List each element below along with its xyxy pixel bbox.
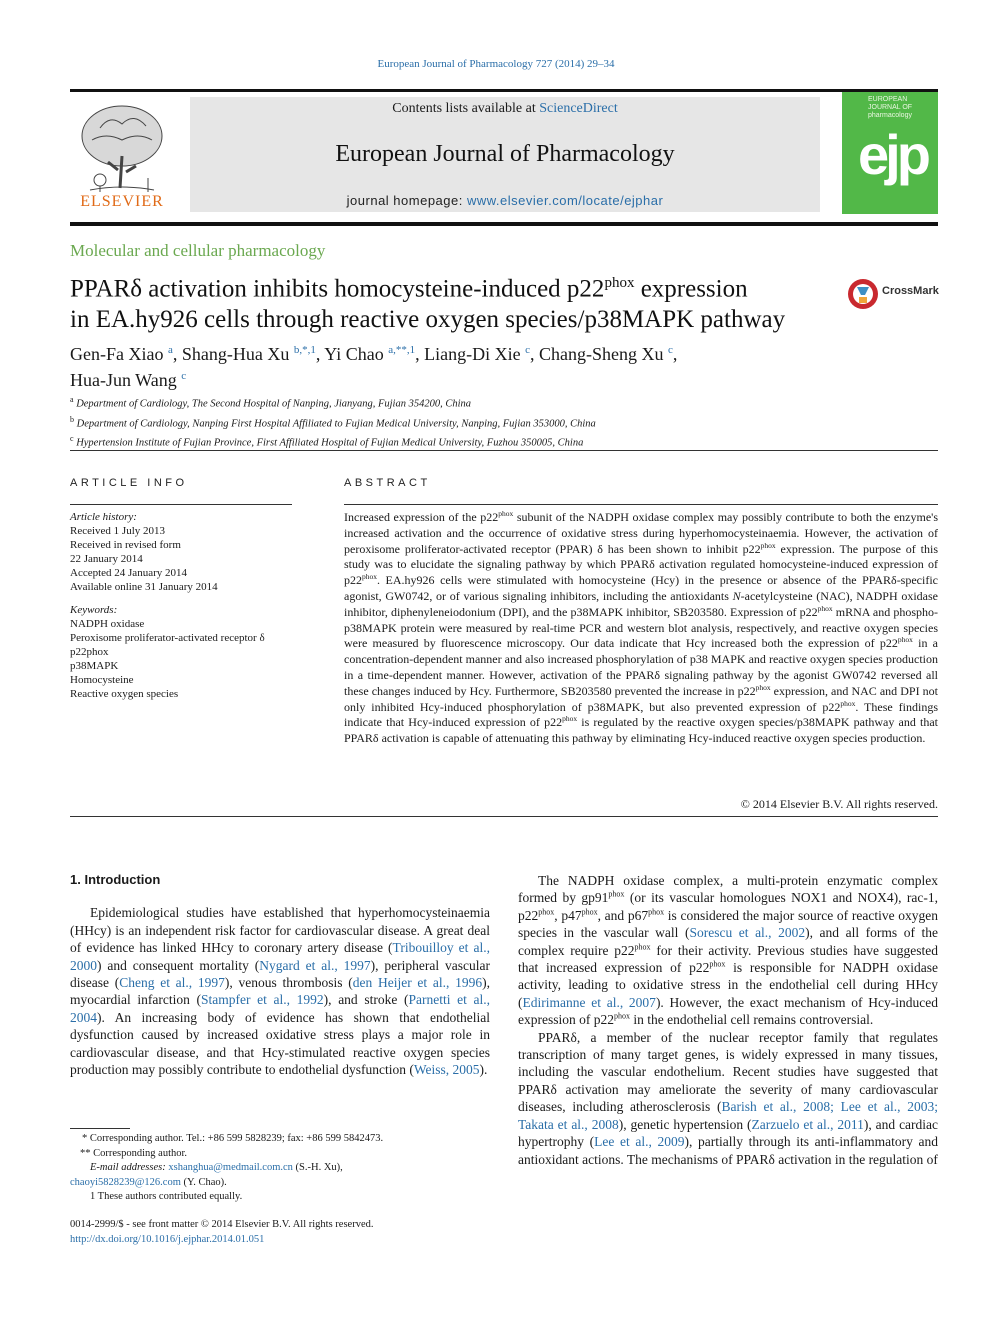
affiliation-item: $^b$ Department of Cardiology, Nanping First Hospital Affiliated to Fujian Medical University, Nanping, Fujian 353000, China — [70, 414, 596, 429]
cover-journal-name: EUROPEAN JOURNAL OF pharmacology — [868, 96, 913, 119]
elsevier-wordmark: ELSEVIER — [80, 193, 164, 210]
divider — [70, 450, 938, 451]
footnote-equal-contribution: 1 These authors contributed equally. — [90, 1191, 243, 1202]
homepage-link[interactable]: www.elsevier.com/locate/ejphar — [466, 193, 664, 208]
keyword: Reactive oxygen species — [70, 688, 179, 700]
history-item: Available online 31 January 2014 — [70, 581, 218, 593]
reference-link[interactable]: Stampfer et al., 1992 — [201, 992, 324, 1008]
footnotes — [70, 1132, 490, 1205]
cover-ejp-logo: ejp — [858, 123, 927, 186]
history-item: 22 January 2014 — [70, 553, 143, 565]
history-label: Article history: — [70, 511, 137, 523]
email-link[interactable]: xshanghua@medmail.com.cn — [168, 1162, 293, 1173]
divider — [70, 816, 938, 817]
divider — [70, 504, 292, 505]
article-info-heading: ARTICLE INFO — [70, 477, 188, 489]
keywords-label: Keywords: — [70, 604, 118, 616]
reference-link[interactable]: Edirimanne et al., 2007 — [522, 994, 656, 1010]
author-list: Gen-Fa Xiao $^a$, Shang-Hua Xu $^{b,*,1}$, Yi Chao $^{a,**,1}$, Liang-Di Xie $^c$, Chang-Sheng Xu $^c$, Hua-Jun Wang $^c$ — [70, 344, 678, 390]
front-matter — [70, 1217, 490, 1247]
author-name[interactable]: Yi Chao — [324, 344, 384, 364]
affiliations — [70, 392, 940, 451]
reference-link[interactable]: Tribouilloy et al., 2000 — [70, 940, 491, 973]
author-affil-sup[interactable]: b,*,1 — [293, 344, 316, 356]
reference-link[interactable]: den Heijer et al., 1996 — [352, 975, 483, 991]
keyword: p22phox — [70, 646, 109, 658]
footnote-emails: chaoyi5828239@126.com (Y. Chao). — [70, 1176, 227, 1188]
author-name[interactable]: Hua-Jun Wang — [70, 370, 177, 390]
journal-citation[interactable]: European Journal of Pharmacology 727 (2014) 29–34 — [377, 58, 615, 70]
body-paragraph: The NADPH oxidase complex, a multi-protein enzymatic complex formed by $gp91^{phox}$ (or its vascular homologues NOX1 and NOX4), rac-1, $p22^{phox}$, $p47^{phox}$, and $p67^{phox}$ is considered the major source of reactive oxygen species in the vascular wall (Sorescu et al., 2002), and all forms of the complex require $p22^{phox}$ for their activity. Previous studies have suggested that increased expression of $p22^{phox}$ is responsible for NADPH oxidase activity, leading to oxidative stress in the endothelial cell during HHcy (Edirimanne et al., 2007). However, the exact mechanism of Hcy-induced expression of $p22^{phox}$ in the endothelial cell remains controversial. — [518, 873, 938, 1028]
author-affil-sup[interactable]: c — [181, 370, 187, 382]
copyright-notice: © 2014 Elsevier B.V. All rights reserved. — [740, 797, 938, 811]
article-info — [70, 510, 300, 701]
keyword: NADPH oxidase — [70, 618, 145, 630]
reference-link[interactable]: Nygard et al., 1997 — [259, 957, 371, 973]
reference-link[interactable]: Sorescu et al., 2002 — [689, 925, 806, 941]
reference-link[interactable]: Barish et al., 2008; Lee et al., 2003; Takata et al., 2008 — [518, 1099, 939, 1132]
journal-title: European Journal of Pharmacology — [335, 141, 675, 167]
footnote-corresponding: * Corresponding author. Tel.: +86 599 5828239; fax: +86 599 5842473. — [82, 1133, 384, 1144]
keyword: Homocysteine — [70, 674, 134, 686]
article-section-label: Molecular and cellular pharmacology — [70, 241, 326, 260]
email-link[interactable]: chaoyi5828239@126.com — [70, 1176, 181, 1188]
author-name[interactable]: Gen-Fa Xiao — [70, 344, 164, 364]
author-affil-sup[interactable]: c — [667, 344, 673, 356]
author-name[interactable]: Shang-Hua Xu — [181, 344, 290, 364]
history-item: Received in revised form — [70, 539, 181, 551]
affiliation-item: $^a$ Department of Cardiology, The Second Hospital of Nanping, Jianyang, Fujian 354200, China — [70, 395, 471, 410]
reference-link[interactable]: Weiss, 2005 — [413, 1062, 480, 1078]
body-paragraph: PPARδ, a member of the nuclear receptor family that regulates transcription of many target genes, is widely expressed in many tissues, including the vascular endothelium. Recent studies have suggested that PPARδ activation may ameliorate the severity of many cardiovascular diseases, including atherosclerosis (Barish et al., 2008; Lee et al., 2003; Takata et al., 2008), genetic hypertension (Zarzuelo et al., 2011), and cardiac hypertrophy (Lee et al., 2009), partially through its anti-inflammatory and antioxidant actions. The mechanisms of PPARδ activation in the regulation of — [518, 1029, 939, 1167]
doi-link[interactable]: http://dx.doi.org/10.1016/j.ejphar.2014.01.051 — [70, 1234, 265, 1245]
footnote-corresponding: ** Corresponding author. — [80, 1147, 188, 1159]
article-title: PPARδ activation inhibits homocysteine-induced $p22^{phox}$ expression in EA.hy926 cells through reactive oxygen species/p38MAPK pathway — [70, 275, 786, 334]
author-affil-sup[interactable]: a,**,1 — [388, 344, 416, 356]
body-paragraph: Epidemiological studies have established that hyperhomocysteinaemia (HHcy) is an independent risk factor for cardiovascular disease. A great deal of evidence has linked HHcy to coronary artery disease (Tribouilloy et al., 2000) and consequent mortality (Nygard et al., 1997), peripheral vascular disease (Cheng et al., 1997), venous thrombosis (den Heijer et al., 1996), myocardial infarction (Stampfer et al., 1992), and stroke (Parnetti et al., 2004). An increasing body of evidence has shown that endothelial dysfunction caused by increased oxidative stress plays a major role in cardiovascular disease, and that Hcy-stimulated reactive oxygen species production may possibly contribute to endothelial dysfunction (Weiss, 2005). — [70, 905, 491, 1078]
keyword: Peroxisome proliferator-activated receptor δ — [70, 632, 265, 644]
author-affil-sup[interactable]: c — [525, 344, 530, 356]
abstract-body: Increased expression of the $p22^{phox}$ subunit of the NADPH oxidase complex may possibly contribute to both the enzyme's increased activation and the occurrence of oxidative stress during hyperhomocysteinaemia. However, the activation of peroxisome proliferator-activated receptor (PPAR) δ has been shown to inhibit $p22^{phox}$ expression. The purpose of this study was to elucidate the signaling pathway by which PPARδ activation regulated homocysteine-induced expression of $p22^{phox}$. EA.hy926 cells were stimulated with homocysteine (Hcy) in the presence or absence of the PPARδ-specific agonist, GW0742, or of various signaling inhibitors, including the antioxidants N-acetylcysteine (NAC), NADPH oxidase inhibitor, diphenyleneiodonium (DPI), and the p38MAPK inhibitor, SB203580. Expression of $p22^{phox}$ mRNA and phospho-p38MAPK protein were measured by real-time PCR and western blot analysis, respectively, and reactive oxygen species were measured by fluorescence microscopy. Our data indicate that Hcy increased both the expression of $p22^{phox}$ in a concentration-dependent manner and also increased phosphorylation of p38 MAPK and reactive oxygen species production in a time-dependent manner. However, activation of the PPARδ signaling pathway by the agonist GW0742 reversed all these changes induced by Hcy. Furthermore, SB203580 prevented the increase in $p22^{phox}$ expression, and NAC and DPI not only inhibited Hcy-induced phosphorylation of p38MAPK, but also prevented expression of $p22^{phox}$. These findings indicate that Hcy-induced expression of $p22^{phox}$ is regulated by the reactive oxygen species/p38MAPK pathway and that PPARδ activation is capable of attenuating this pathway by eliminating Hcy-induced reactive oxygen species production. — [344, 509, 939, 746]
introduction-heading: 1. Introduction — [70, 872, 161, 887]
abstract-heading: ABSTRACT — [344, 477, 431, 489]
body-column-left — [70, 871, 490, 1078]
author-name[interactable]: Liang-Di Xie — [424, 344, 521, 364]
crossmark-badge[interactable]: CrossMark — [846, 277, 941, 309]
crossmark-icon — [846, 277, 880, 311]
body-column-right — [518, 872, 938, 1168]
header-rule-bottom — [70, 222, 938, 226]
divider — [344, 504, 938, 505]
author-name[interactable]: Chang-Sheng Xu — [538, 344, 664, 364]
affiliation-item: $^c$ Hypertension Institute of Fujian Province, First Affiliated Hospital of Fujian Medical University, Fuzhou 350005, China — [70, 434, 584, 449]
history-item: Accepted 24 January 2014 — [70, 567, 187, 579]
sciencedirect-link[interactable]: ScienceDirect — [539, 101, 618, 116]
reference-link[interactable]: Lee et al., 2009 — [594, 1134, 685, 1150]
journal-cover-thumbnail[interactable] — [842, 92, 938, 214]
issn-line: 0014-2999/$ - see front matter © 2014 Elsevier B.V. All rights reserved. — [70, 1219, 374, 1230]
journal-homepage: journal homepage: www.elsevier.com/locate/ejphar — [346, 193, 664, 208]
author-affil-sup[interactable]: a — [167, 344, 173, 356]
reference-link[interactable]: Cheng et al., 1997 — [119, 975, 225, 991]
history-item: Received 1 July 2013 — [70, 525, 166, 537]
header-rule-top — [70, 89, 938, 92]
footnote-rule — [70, 1128, 130, 1129]
footnote-emails: E-mail addresses: xshanghua@medmail.com.cn (S.-H. Xu), — [90, 1162, 343, 1173]
reference-link[interactable]: Zarzuelo et al., 2011 — [751, 1116, 864, 1132]
keyword: p38MAPK — [70, 660, 119, 672]
contents-line: Contents lists available at ScienceDirect — [392, 101, 618, 116]
reference-link[interactable]: Parnetti et al., 2004 — [70, 992, 490, 1025]
